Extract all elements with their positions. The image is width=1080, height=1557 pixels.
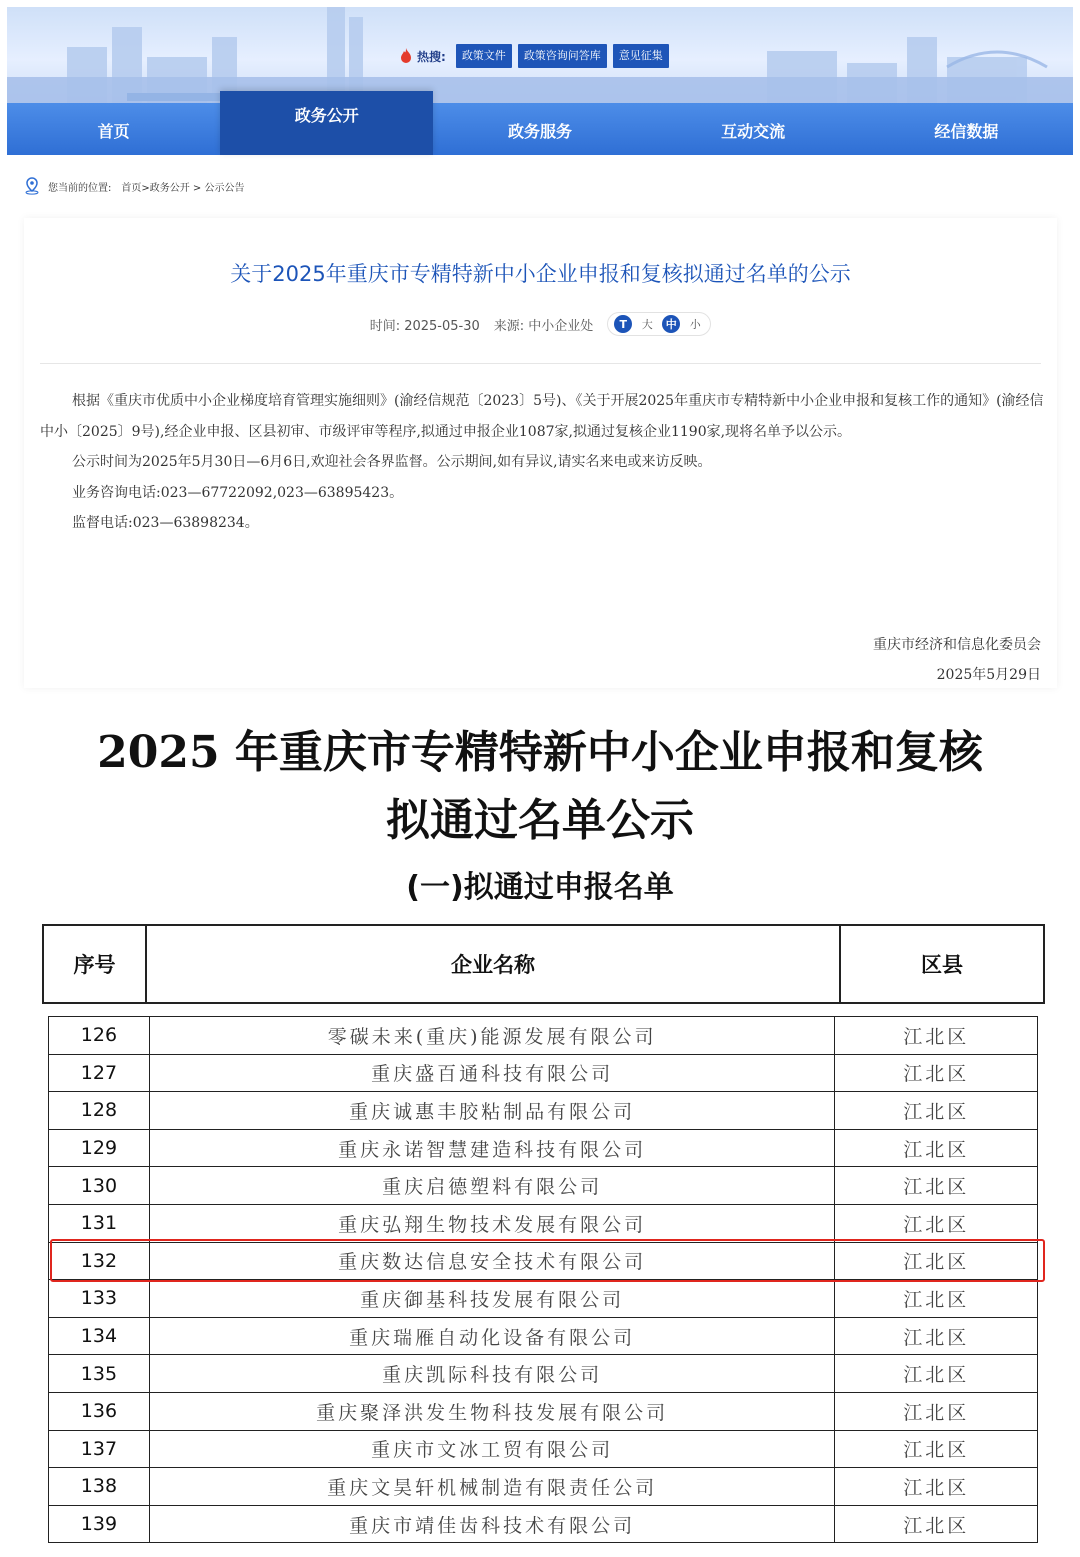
row-number: 128 xyxy=(80,1099,118,1122)
district-name: 江北区 xyxy=(834,1017,1037,1054)
table-row-highlighted xyxy=(49,1242,1037,1280)
table-row xyxy=(49,1354,1037,1392)
row-number: 138 xyxy=(80,1475,118,1498)
font-large-button[interactable]: 大 xyxy=(641,318,653,331)
location-pin-icon xyxy=(24,177,40,195)
row-number: 134 xyxy=(80,1325,118,1348)
nav-home[interactable]: 首页 xyxy=(97,121,130,141)
district-name: 江北区 xyxy=(834,1468,1037,1505)
company-name: 重庆盛百通科技有限公司 xyxy=(149,1055,835,1092)
district-name: 江北区 xyxy=(834,1355,1037,1392)
row-number: 126 xyxy=(80,1024,118,1047)
row-number: 132 xyxy=(80,1249,118,1272)
district-name: 江北区 xyxy=(834,1318,1037,1355)
article-paragraph: 公示时间为2025年5月30日—6月6日,欢迎社会各界监督。公示期间,如有异议,请实名来电或来访反映。 xyxy=(72,454,712,470)
article-paragraph: 监督电话:023—63898234。 xyxy=(72,515,259,531)
breadcrumb xyxy=(24,177,255,195)
table-row xyxy=(49,1505,1037,1543)
nav-gov-affairs[interactable]: 政务公开 xyxy=(220,91,433,155)
signature-date: 2025年5月29日 xyxy=(936,667,1041,683)
font-size-icon: T xyxy=(614,315,632,333)
table-row xyxy=(49,1279,1037,1317)
row-number: 127 xyxy=(80,1061,118,1084)
article-paragraph: 根据《重庆市优质中小企业梯度培育管理实施细则》(渝经信规范〔2023〕5号)、《关于开展2025年重庆市专精特新中小企业申报和复核工作的通知》(渝经信中小〔2025〕9号),经企业申报、区县初审、市级评审等程序,拟通过申报企业1087家,拟通过复核企业1190家,现将名单予以公示。 xyxy=(40,393,1044,440)
nav-data[interactable]: 经信数据 xyxy=(934,121,999,141)
table-row xyxy=(49,1392,1037,1430)
table-body xyxy=(48,1016,1038,1543)
article-body xyxy=(40,386,1044,539)
article-source: 来源: 中小企业处 xyxy=(493,318,594,334)
company-name: 重庆数达信息安全技术有限公司 xyxy=(149,1243,835,1280)
article-title: 关于2025年重庆市专精特新中小企业申报和复核拟通过名单的公示 xyxy=(230,262,851,286)
district-name: 江北区 xyxy=(834,1431,1037,1468)
district-name: 江北区 xyxy=(834,1130,1037,1167)
table-row xyxy=(49,1091,1037,1129)
publish-time: 时间: 2025-05-30 xyxy=(369,318,480,334)
company-name: 重庆凯际科技有限公司 xyxy=(149,1355,835,1392)
hot-search-label xyxy=(399,48,446,65)
hot-search-text: 热搜: xyxy=(417,49,446,64)
district-name: 江北区 xyxy=(834,1092,1037,1129)
main-nav xyxy=(7,103,1073,155)
row-number: 135 xyxy=(80,1362,118,1385)
company-name: 重庆瑞雁自动化设备有限公司 xyxy=(149,1318,835,1355)
row-number: 130 xyxy=(80,1174,118,1197)
hot-tag-policy-qa[interactable]: 政策咨询问答库 xyxy=(518,44,607,68)
col-header-company: 企业名称 xyxy=(145,926,839,1002)
company-name: 重庆市靖佳齿科技术有限公司 xyxy=(149,1506,835,1543)
row-number: 133 xyxy=(80,1287,118,1310)
document-title-line2: 拟通过名单公示 xyxy=(386,795,694,846)
company-name: 重庆启德塑料有限公司 xyxy=(149,1167,835,1204)
table-row xyxy=(49,1129,1037,1167)
article-meta xyxy=(24,312,1057,336)
table-row xyxy=(49,1204,1037,1242)
table-row xyxy=(49,1016,1037,1054)
district-name: 江北区 xyxy=(834,1205,1037,1242)
district-name: 江北区 xyxy=(834,1280,1037,1317)
signature-org: 重庆市经济和信息化委员会 xyxy=(873,637,1041,653)
district-name: 江北区 xyxy=(834,1243,1037,1280)
company-name: 重庆文昊轩机械制造有限责任公司 xyxy=(149,1468,835,1505)
table-row xyxy=(49,1430,1037,1468)
hot-tag-policy-files[interactable]: 政策文件 xyxy=(456,44,512,68)
font-small-button[interactable]: 小 xyxy=(689,318,701,331)
table-header xyxy=(42,924,1045,1004)
hot-tag-feedback[interactable]: 意见征集 xyxy=(613,44,669,68)
table-row xyxy=(49,1054,1037,1092)
col-header-no: 序号 xyxy=(73,952,116,977)
row-number: 131 xyxy=(80,1212,118,1235)
row-number: 136 xyxy=(80,1400,118,1423)
row-number: 139 xyxy=(80,1513,118,1536)
document-title-line1: 2025 年重庆市专精特新中小企业申报和复核 xyxy=(97,727,983,778)
company-name: 重庆诚惠丰胶粘制品有限公司 xyxy=(149,1092,835,1129)
company-name: 重庆市文冰工贸有限公司 xyxy=(149,1431,835,1468)
company-name: 重庆弘翔生物技术发展有限公司 xyxy=(149,1205,835,1242)
district-name: 江北区 xyxy=(834,1167,1037,1204)
col-header-district: 区县 xyxy=(839,926,1043,1002)
table-row xyxy=(49,1467,1037,1505)
breadcrumb-path[interactable]: 首页>政务公开 > 公示公告 xyxy=(121,182,245,194)
fire-icon xyxy=(399,48,413,64)
company-name: 零碳未来(重庆)能源发展有限公司 xyxy=(149,1017,835,1054)
company-name: 重庆聚泽洪发生物科技发展有限公司 xyxy=(149,1393,835,1430)
nav-interaction[interactable]: 互动交流 xyxy=(721,121,786,141)
district-name: 江北区 xyxy=(834,1393,1037,1430)
company-name: 重庆御基科技发展有限公司 xyxy=(149,1280,835,1317)
row-number: 137 xyxy=(80,1437,118,1460)
font-medium-button[interactable]: 中 xyxy=(662,315,680,333)
nav-gov-services[interactable]: 政务服务 xyxy=(507,121,572,141)
company-name: 重庆永诺智慧建造科技有限公司 xyxy=(149,1130,835,1167)
table-row xyxy=(49,1317,1037,1355)
breadcrumb-prefix: 您当前的位置: xyxy=(48,182,112,194)
district-name: 江北区 xyxy=(834,1506,1037,1543)
divider xyxy=(40,363,1041,364)
district-name: 江北区 xyxy=(834,1055,1037,1092)
hot-search-bar xyxy=(399,43,669,69)
table-row xyxy=(49,1166,1037,1204)
article-card xyxy=(24,218,1057,688)
row-number: 129 xyxy=(80,1137,118,1160)
article-paragraph: 业务咨询电话:023—67722092,023—63895423。 xyxy=(72,484,404,501)
font-size-controls xyxy=(607,312,711,336)
header-banner xyxy=(7,7,1073,103)
document-subtitle: (一)拟通过申报名单 xyxy=(406,870,674,905)
